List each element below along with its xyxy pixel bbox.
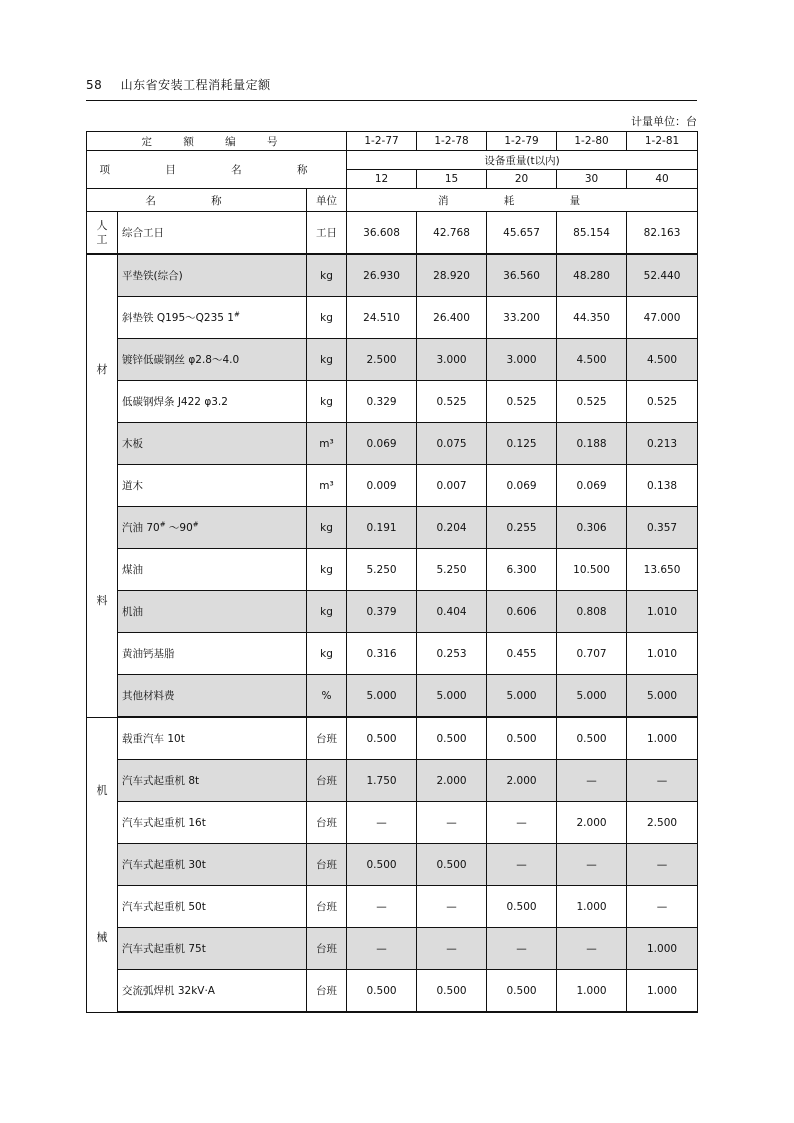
page-header: [86, 76, 271, 93]
table-row: [87, 760, 698, 802]
item-name: 汽油 70# ～90#: [118, 507, 307, 549]
item-unit: m³: [307, 465, 347, 507]
param-value: 15: [417, 170, 487, 189]
value-cell: 0.500: [487, 970, 557, 1013]
value-cell: 3.000: [487, 339, 557, 381]
value-cell: 0.500: [487, 717, 557, 760]
value-cell: 0.357: [627, 507, 698, 549]
value-cell: 26.930: [347, 254, 417, 297]
value-cell: —: [417, 928, 487, 970]
item-unit: kg: [307, 339, 347, 381]
value-cell: 1.000: [627, 970, 698, 1013]
item-unit: kg: [307, 507, 347, 549]
quota-no-label: 定 额 编 号: [87, 132, 347, 151]
col-consumption-header: 消 耗 量: [347, 189, 698, 212]
value-cell: 44.350: [557, 297, 627, 339]
value-cell: 0.500: [417, 844, 487, 886]
item-unit: 台班: [307, 717, 347, 760]
item-unit: %: [307, 675, 347, 718]
item-unit: kg: [307, 254, 347, 297]
value-cell: 28.920: [417, 254, 487, 297]
param-value: 40: [627, 170, 698, 189]
item-unit: 台班: [307, 970, 347, 1013]
value-cell: 5.000: [627, 675, 698, 718]
item-name: 镀锌低碳钢丝 φ2.8～4.0: [118, 339, 307, 381]
value-cell: 6.300: [487, 549, 557, 591]
value-cell: —: [557, 928, 627, 970]
value-cell: 33.200: [487, 297, 557, 339]
value-cell: 3.000: [417, 339, 487, 381]
value-cell: 0.069: [557, 465, 627, 507]
value-cell: 0.500: [347, 717, 417, 760]
value-cell: 0.329: [347, 381, 417, 423]
value-cell: 0.069: [347, 423, 417, 465]
value-cell: 0.525: [487, 381, 557, 423]
table-row: [87, 423, 698, 465]
value-cell: —: [557, 844, 627, 886]
table-row: [87, 381, 698, 423]
value-cell: 0.707: [557, 633, 627, 675]
param-label: 设备重量(t以内): [347, 151, 698, 170]
item-name-label: 项 目 名 称: [87, 151, 347, 189]
table-row: [87, 844, 698, 886]
item-unit: 台班: [307, 760, 347, 802]
value-cell: 5.000: [347, 675, 417, 718]
value-cell: 36.560: [487, 254, 557, 297]
value-cell: 0.808: [557, 591, 627, 633]
value-cell: —: [627, 886, 698, 928]
table-row: [87, 717, 698, 760]
table-row: [87, 675, 698, 718]
page-number: 58: [86, 78, 103, 92]
param-value: 30: [557, 170, 627, 189]
value-cell: 0.075: [417, 423, 487, 465]
value-cell: 85.154: [557, 212, 627, 255]
value-cell: 0.009: [347, 465, 417, 507]
value-cell: 82.163: [627, 212, 698, 255]
table-row: [87, 507, 698, 549]
table-row: [87, 549, 698, 591]
item-unit: kg: [307, 381, 347, 423]
value-cell: 52.440: [627, 254, 698, 297]
item-name: 汽车式起重机 30t: [118, 844, 307, 886]
value-cell: 36.608: [347, 212, 417, 255]
book-title: 山东省安装工程消耗量定额: [120, 78, 271, 92]
item-name: 汽车式起重机 50t: [118, 886, 307, 928]
param-value: 12: [347, 170, 417, 189]
value-cell: —: [487, 844, 557, 886]
value-cell: —: [347, 886, 417, 928]
table-row: [87, 633, 698, 675]
quota-code: 1-2-78: [417, 132, 487, 151]
value-cell: 0.255: [487, 507, 557, 549]
item-name: 交流弧焊机 32kV·A: [118, 970, 307, 1013]
value-cell: 1.000: [627, 928, 698, 970]
value-cell: 0.500: [487, 886, 557, 928]
quota-code: 1-2-77: [347, 132, 417, 151]
unit-note: 计量单位：台: [631, 115, 697, 128]
item-name: 煤油: [118, 549, 307, 591]
materials-category: 材 料: [87, 254, 118, 717]
col-name-header: 名 称: [87, 189, 307, 212]
value-cell: 0.500: [417, 970, 487, 1013]
value-cell: 0.306: [557, 507, 627, 549]
param-value: 20: [487, 170, 557, 189]
value-cell: 1.010: [627, 591, 698, 633]
table-row: [87, 970, 698, 1013]
item-unit: kg: [307, 549, 347, 591]
item-unit: 工日: [307, 212, 347, 255]
value-cell: 0.500: [347, 970, 417, 1013]
value-cell: 0.191: [347, 507, 417, 549]
table-row: [87, 591, 698, 633]
value-cell: 0.188: [557, 423, 627, 465]
value-cell: 47.000: [627, 297, 698, 339]
value-cell: 5.000: [417, 675, 487, 718]
value-cell: —: [347, 928, 417, 970]
value-cell: 24.510: [347, 297, 417, 339]
value-cell: 0.500: [347, 844, 417, 886]
quota-code: 1-2-80: [557, 132, 627, 151]
item-name: 斜垫铁 Q195～Q235 1#: [118, 297, 307, 339]
value-cell: 0.525: [557, 381, 627, 423]
value-cell: 5.000: [557, 675, 627, 718]
table-row: [87, 886, 698, 928]
quota-table: [86, 131, 698, 1013]
value-cell: —: [487, 802, 557, 844]
value-cell: —: [347, 802, 417, 844]
item-name: 道木: [118, 465, 307, 507]
value-cell: 2.500: [347, 339, 417, 381]
value-cell: 1.750: [347, 760, 417, 802]
table-row: [87, 212, 698, 255]
value-cell: —: [557, 760, 627, 802]
item-unit: kg: [307, 297, 347, 339]
value-cell: 26.400: [417, 297, 487, 339]
value-cell: 0.455: [487, 633, 557, 675]
value-cell: 0.213: [627, 423, 698, 465]
item-name: 综合工日: [118, 212, 307, 255]
item-unit: m³: [307, 423, 347, 465]
value-cell: 0.500: [417, 717, 487, 760]
value-cell: —: [417, 886, 487, 928]
value-cell: 1.000: [557, 970, 627, 1013]
value-cell: 0.404: [417, 591, 487, 633]
value-cell: 1.000: [557, 886, 627, 928]
labor-category: 人工: [87, 212, 118, 255]
value-cell: 13.650: [627, 549, 698, 591]
value-cell: 0.606: [487, 591, 557, 633]
value-cell: 2.000: [557, 802, 627, 844]
item-name: 其他材料费: [118, 675, 307, 718]
item-name: 载重汽车 10t: [118, 717, 307, 760]
item-unit: 台班: [307, 802, 347, 844]
item-unit: kg: [307, 633, 347, 675]
table-row: [87, 297, 698, 339]
value-cell: 5.000: [487, 675, 557, 718]
value-cell: 4.500: [557, 339, 627, 381]
item-unit: 台班: [307, 886, 347, 928]
value-cell: 0.204: [417, 507, 487, 549]
col-unit-header: 单位: [307, 189, 347, 212]
value-cell: 45.657: [487, 212, 557, 255]
value-cell: 0.253: [417, 633, 487, 675]
value-cell: 5.250: [417, 549, 487, 591]
value-cell: —: [417, 802, 487, 844]
value-cell: 0.069: [487, 465, 557, 507]
value-cell: 0.007: [417, 465, 487, 507]
value-cell: 10.500: [557, 549, 627, 591]
item-name: 汽车式起重机 8t: [118, 760, 307, 802]
table-row: [87, 339, 698, 381]
value-cell: 0.125: [487, 423, 557, 465]
value-cell: 1.010: [627, 633, 698, 675]
value-cell: 0.525: [417, 381, 487, 423]
item-name: 木板: [118, 423, 307, 465]
value-cell: 42.768: [417, 212, 487, 255]
quota-code: 1-2-79: [487, 132, 557, 151]
item-name: 汽车式起重机 75t: [118, 928, 307, 970]
table-row: [87, 254, 698, 297]
value-cell: 4.500: [627, 339, 698, 381]
value-cell: 1.000: [627, 717, 698, 760]
value-cell: 0.525: [627, 381, 698, 423]
value-cell: 0.500: [557, 717, 627, 760]
item-name: 平垫铁(综合): [118, 254, 307, 297]
value-cell: 2.000: [487, 760, 557, 802]
value-cell: —: [627, 760, 698, 802]
item-unit: 台班: [307, 844, 347, 886]
value-cell: —: [487, 928, 557, 970]
item-name: 黄油钙基脂: [118, 633, 307, 675]
value-cell: —: [627, 844, 698, 886]
value-cell: 5.250: [347, 549, 417, 591]
header-rule: [86, 100, 697, 101]
value-cell: 2.500: [627, 802, 698, 844]
item-name: 低碳钢焊条 J422 φ3.2: [118, 381, 307, 423]
value-cell: 0.138: [627, 465, 698, 507]
quota-code: 1-2-81: [627, 132, 698, 151]
table-row: [87, 928, 698, 970]
item-unit: 台班: [307, 928, 347, 970]
item-name: 汽车式起重机 16t: [118, 802, 307, 844]
value-cell: 2.000: [417, 760, 487, 802]
machinery-category: 机 械: [87, 717, 118, 1012]
table-row: [87, 802, 698, 844]
item-name: 机油: [118, 591, 307, 633]
value-cell: 48.280: [557, 254, 627, 297]
value-cell: 0.316: [347, 633, 417, 675]
value-cell: 0.379: [347, 591, 417, 633]
item-unit: kg: [307, 591, 347, 633]
table-row: [87, 465, 698, 507]
